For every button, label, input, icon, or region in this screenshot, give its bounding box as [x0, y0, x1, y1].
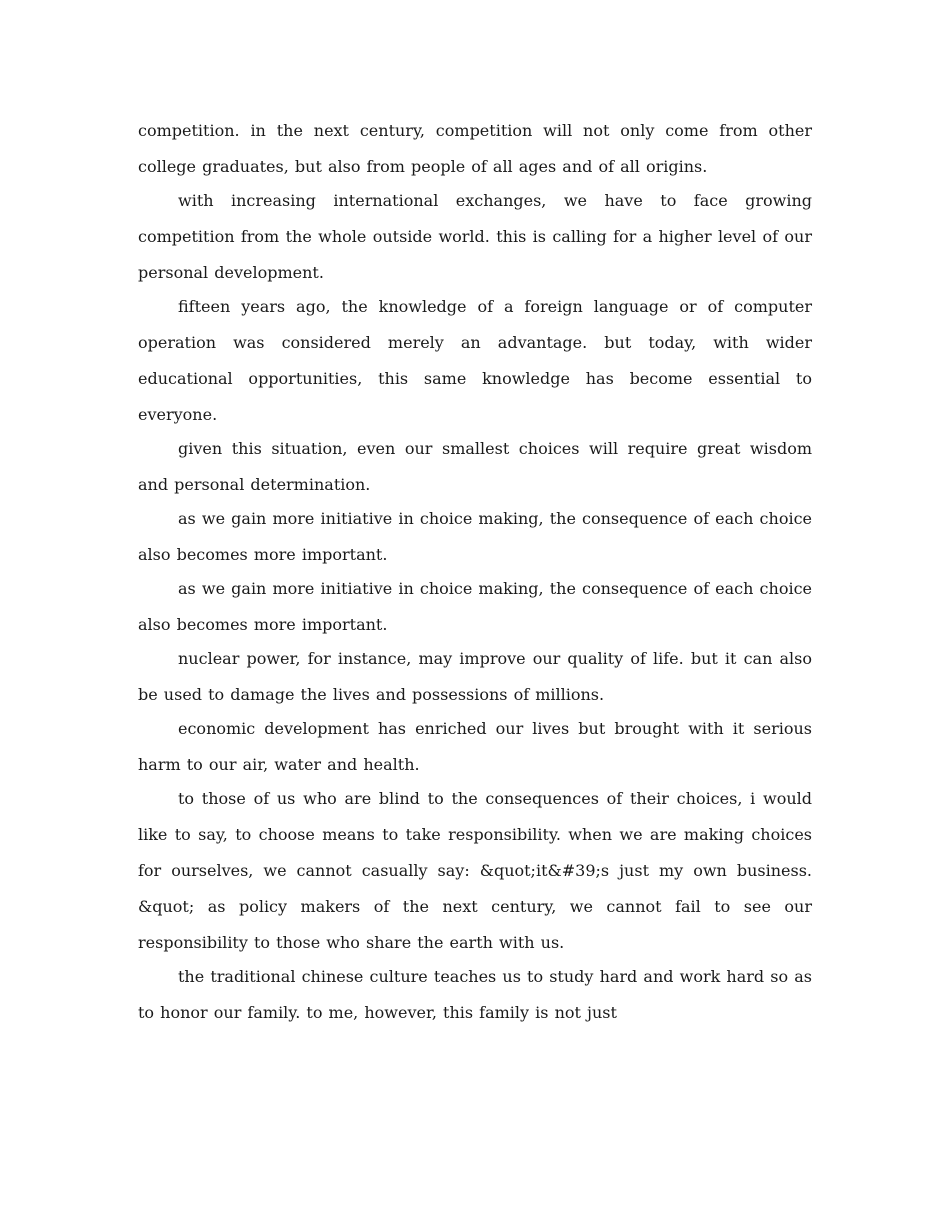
- document-body: [138, 113, 812, 1029]
- paragraph: as we gain more initiative in choice making, the consequence of each choice also becomes more important.: [138, 509, 812, 564]
- paragraph: competition. in the next century, competition will not only come from other college graduates, but also from people of all ages and of all origins.: [138, 121, 812, 176]
- paragraph: given this situation, even our smallest choices will require great wisdom and personal determination.: [138, 439, 812, 494]
- paragraph: to those of us who are blind to the consequences of their choices, i would like to say, to choose means to take responsibility. when we are making choices for ourselves, we cannot casually say: &quot;it&#39;s just my own business. &quot; as policy makers of the next century, we cannot fail to see our responsibility to those who share the earth with us.: [138, 789, 812, 952]
- paragraph: nuclear power, for instance, may improve our quality of life. but it can also be used to damage the lives and possessions of millions.: [138, 649, 812, 704]
- paragraph: economic development has enriched our lives but brought with it serious harm to our air, water and health.: [138, 719, 812, 774]
- paragraph: fifteen years ago, the knowledge of a foreign language or of computer operation was considered merely an advantage. but today, with wider educational opportunities, this same knowledge has become essential to everyone.: [138, 297, 812, 424]
- paragraph: the traditional chinese culture teaches us to study hard and work hard so as to honor our family. to me, however, this family is not just: [138, 967, 812, 1022]
- paragraph: with increasing international exchanges, we have to face growing competition from the whole outside world. this is calling for a higher level of our personal development.: [138, 191, 812, 282]
- paragraph: as we gain more initiative in choice making, the consequence of each choice also becomes more important.: [138, 579, 812, 634]
